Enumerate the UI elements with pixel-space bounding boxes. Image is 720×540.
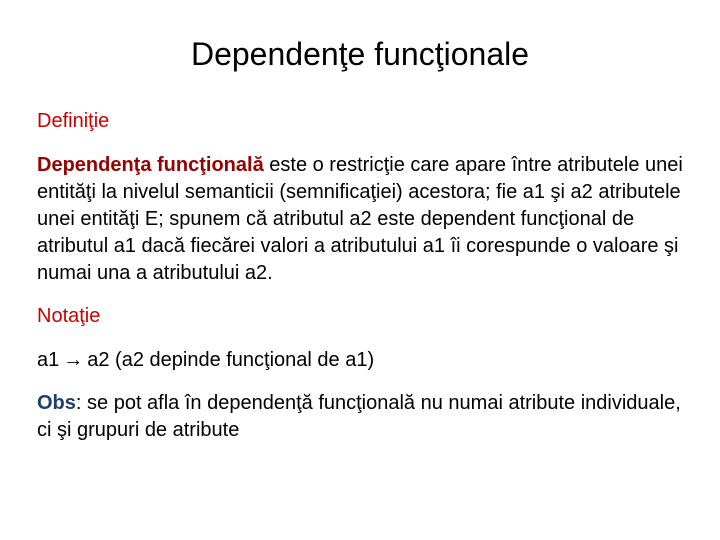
observation-label: Obs — [37, 392, 76, 414]
definition-text: este o restricţie care apare între atributele unei entităţi la nivelul semanticii (semnificaţiei) acestora; fie a1 şi a2 atributele unei entităţi E; spunem că atributul a2 este dependent funcţional de atributul a1 dacă fiecărei valori a atributului a1 îi corespunde o valoare şi numai una a atributului a2. — [37, 154, 683, 284]
notation-heading: Notaţie — [37, 305, 101, 327]
definition-term: Dependenţa funcţională — [37, 154, 264, 176]
slide-content — [37, 108, 697, 444]
notation-line — [37, 347, 697, 374]
notation-right: a2 (a2 depinde funcţional de a1) — [87, 349, 375, 371]
right-arrow-icon: → — [63, 349, 84, 371]
slide-title: Dependenţe funcţionale — [190, 36, 530, 72]
definition-paragraph — [37, 152, 697, 287]
notation-left: a1 — [37, 349, 60, 371]
definition-heading: Definiţie — [37, 110, 110, 132]
observation-text: : se pot afla în dependenţă funcţională nu numai atribute individuale, ci şi grupuri de atribute — [37, 392, 681, 441]
observation-paragraph — [37, 390, 697, 444]
